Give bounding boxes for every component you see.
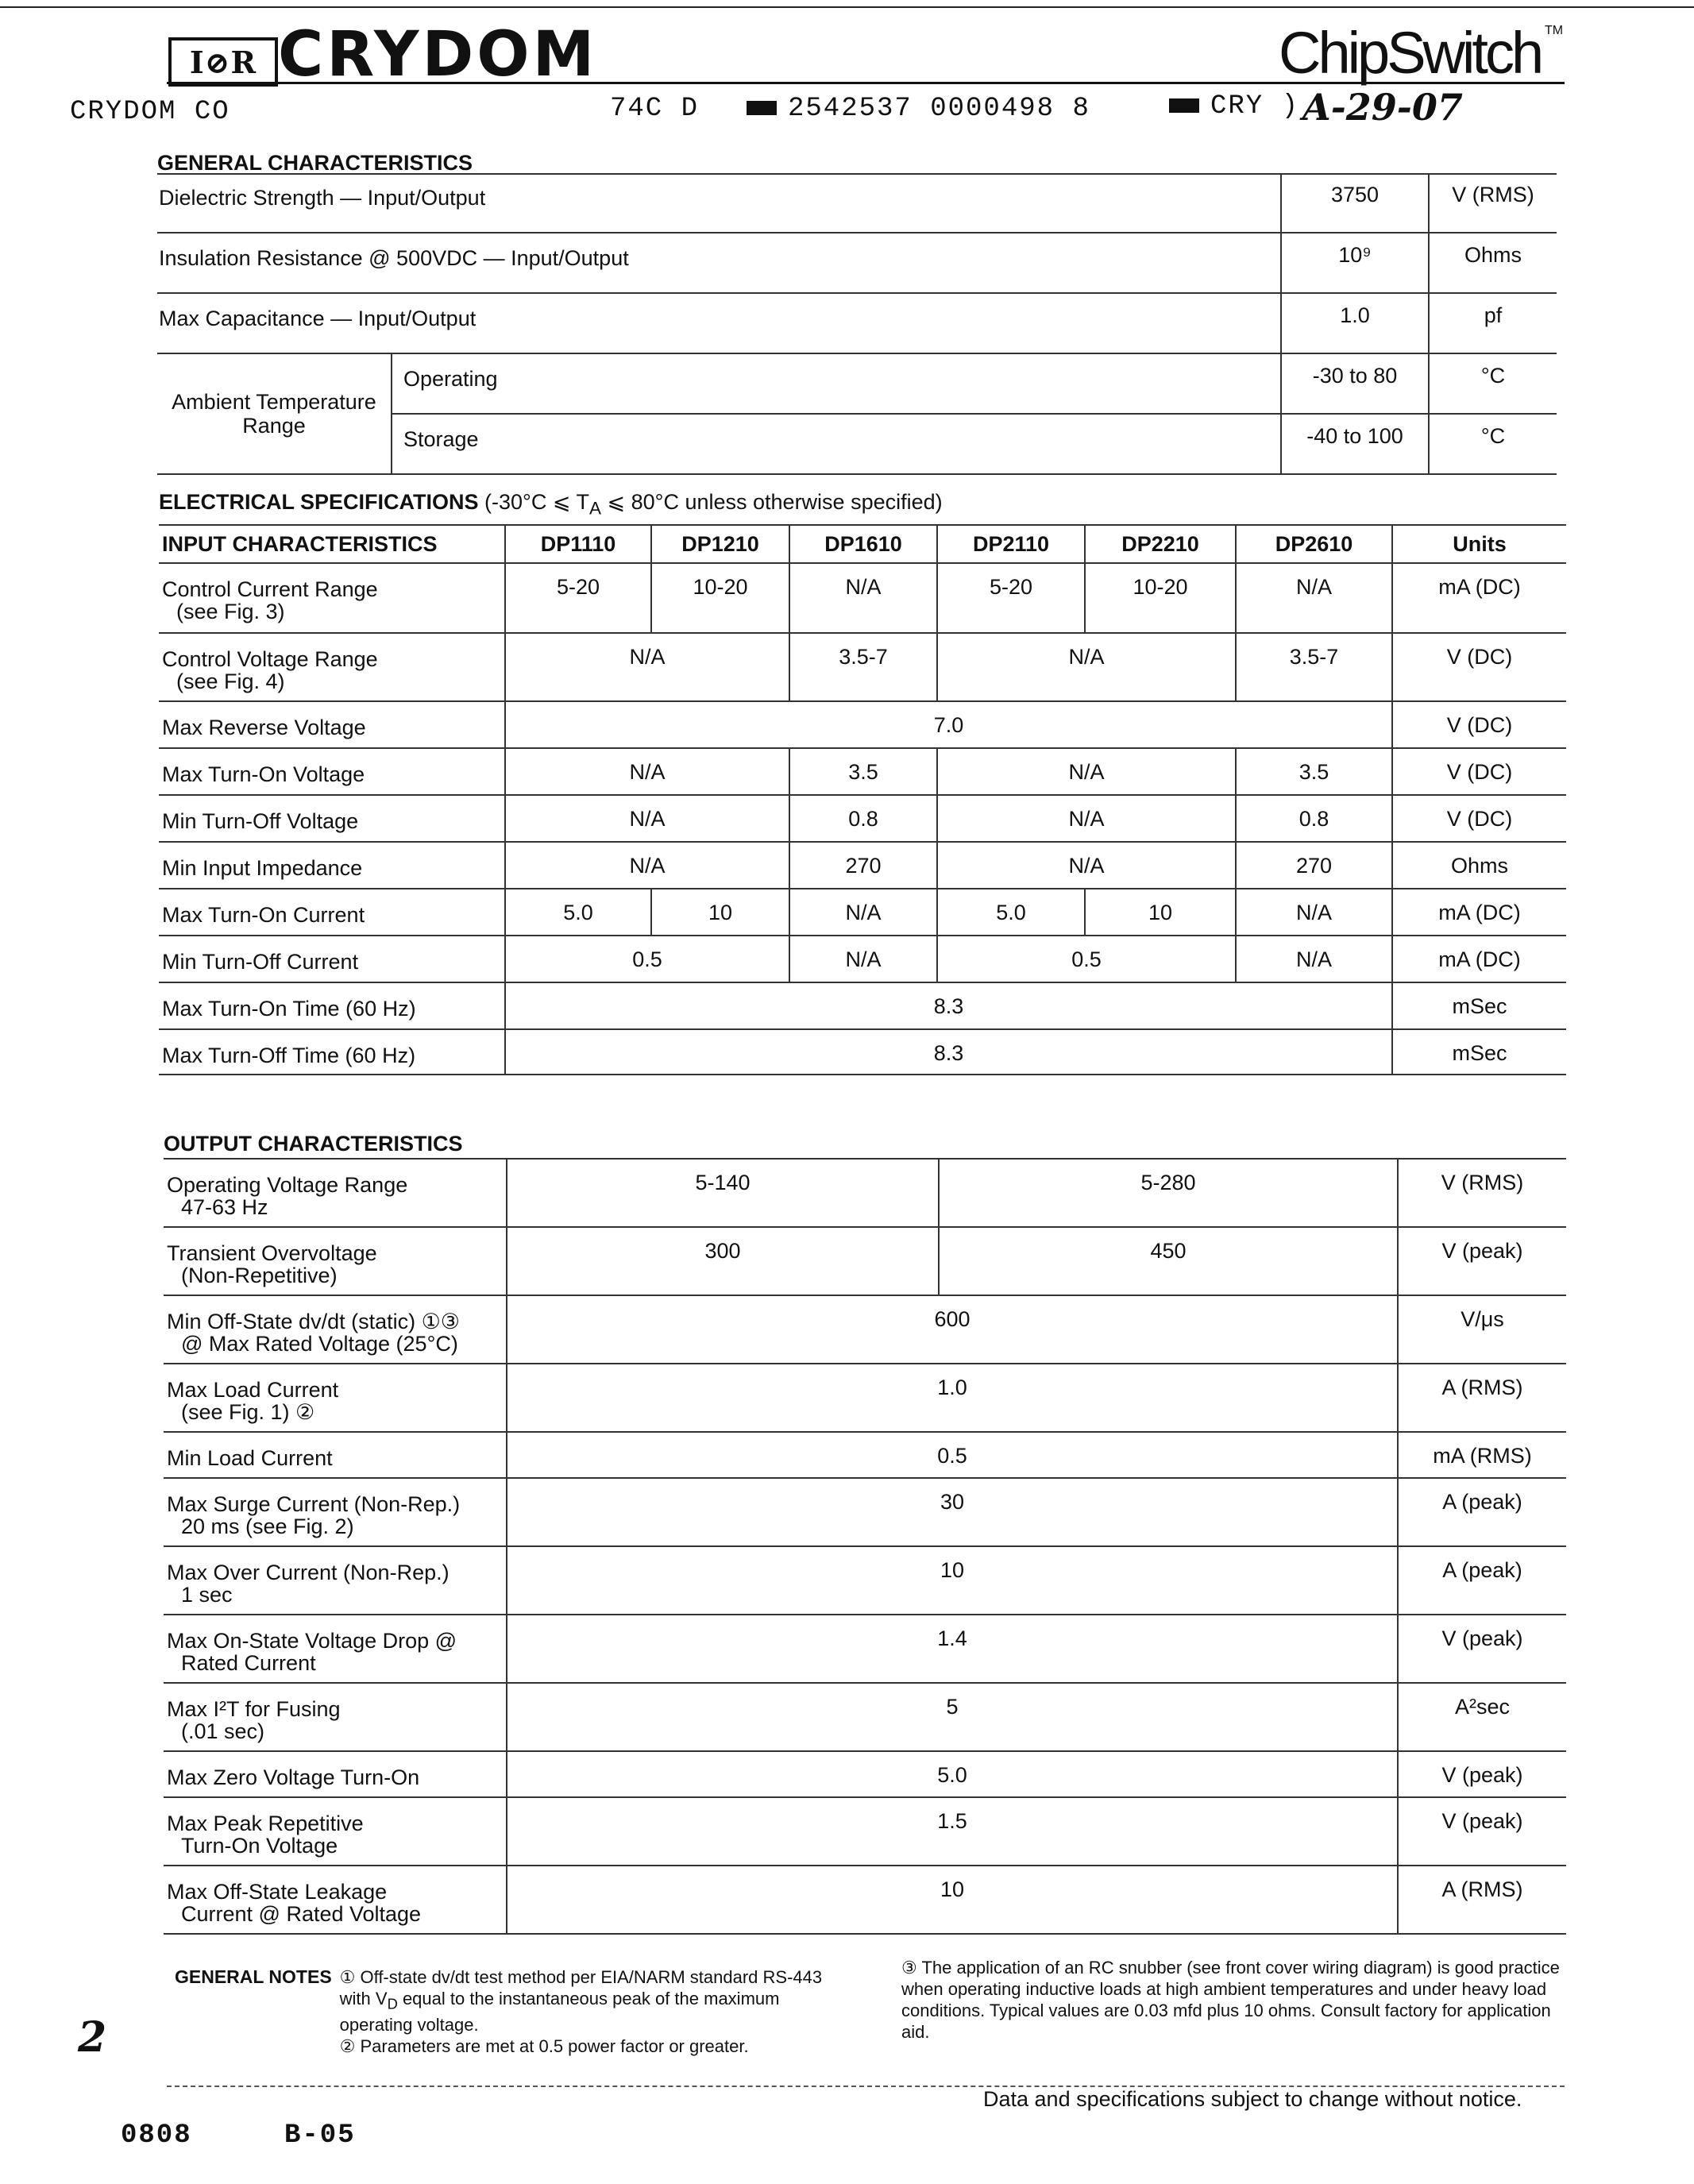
row-label: Min Load Current — [164, 1432, 507, 1478]
row-unit: °C — [1429, 414, 1557, 474]
row-label: Dielectric Strength — Input/Output — [157, 173, 1281, 233]
cell: N/A — [789, 563, 937, 633]
table-row — [159, 701, 1566, 748]
cell: 270 — [789, 842, 937, 889]
cell-unit: A (RMS) — [1398, 1364, 1566, 1432]
product-line: ChipSwitch — [1279, 20, 1542, 86]
table-row — [157, 353, 1557, 414]
row-label: Operating Voltage Range 47-63 Hz — [164, 1159, 507, 1227]
row-label: Max Reverse Voltage — [159, 701, 505, 748]
cell: 5-20 — [937, 563, 1085, 633]
row-value: -40 to 100 — [1281, 414, 1429, 474]
stamp-code: 74C D — [610, 94, 700, 124]
table-row — [164, 1364, 1566, 1432]
cell: 3.5 — [1236, 748, 1392, 795]
cell-unit: V/μs — [1398, 1295, 1566, 1364]
disclaimer: Data and specifications subject to change without notice. — [983, 2087, 1522, 2111]
cell-unit: V (DC) — [1392, 748, 1566, 795]
row-value: 10⁹ — [1281, 233, 1429, 293]
cell-unit: Ohms — [1392, 842, 1566, 889]
cell: 0.5 — [505, 936, 789, 982]
row-label: Max Turn-On Current — [159, 889, 505, 936]
cell-unit: V (RMS) — [1398, 1159, 1566, 1227]
stamp-number: 2542537 0000498 8 — [747, 94, 1090, 124]
table-row — [164, 1227, 1566, 1295]
row-label: Max I²T for Fusing (.01 sec) — [164, 1683, 507, 1751]
row-label: Max Over Current (Non-Rep.) 1 sec — [164, 1546, 507, 1615]
row-value: -30 to 80 — [1281, 353, 1429, 414]
row-label: Max Off-State Leakage Current @ Rated Voltage — [164, 1866, 507, 1934]
cell: 3.5-7 — [789, 633, 937, 701]
cell: 5.0 — [505, 889, 651, 936]
col-dp1210: DP1210 — [651, 525, 789, 563]
cell: 0.5 — [937, 936, 1236, 982]
cell: 8.3 — [505, 982, 1392, 1029]
table-row — [157, 293, 1557, 353]
general-table — [157, 173, 1557, 475]
cell: 5.0 — [937, 889, 1085, 936]
table-row — [164, 1683, 1566, 1751]
table-header — [159, 525, 1566, 563]
cell: 5 — [507, 1683, 1398, 1751]
row-label: Max Peak Repetitive Turn-On Voltage — [164, 1797, 507, 1866]
row-label: Min Turn-Off Voltage — [159, 795, 505, 842]
top-rule — [0, 6, 1694, 8]
row-value: 1.0 — [1281, 293, 1429, 353]
row-unit: pf — [1429, 293, 1557, 353]
table-row — [159, 936, 1566, 982]
table-row — [159, 889, 1566, 936]
cell: N/A — [937, 795, 1236, 842]
note-3: ③ The application of an RC snubber (see front cover wiring diagram) is good practice when operating inductive loads at high ambient temperatures and under heavy load conditions. Typical values are 0.03 mfd plus 10 ohms. Consult factory for application aid. — [901, 1958, 1560, 2042]
table-row — [164, 1432, 1566, 1478]
table-row — [159, 633, 1566, 701]
handwritten-code: A-29-07 — [1302, 86, 1463, 129]
table-row — [164, 1478, 1566, 1546]
cell: 8.3 — [505, 1029, 1392, 1075]
ior-logo: I⊘R — [168, 37, 278, 87]
cell-unit: mA (DC) — [1392, 563, 1566, 633]
cell: N/A — [1236, 889, 1392, 936]
footer-code-right: B-05 — [284, 2120, 356, 2151]
electrical-title: ELECTRICAL SPECIFICATIONS (-30°C ⩽ $T_A$ ⩽ 80°C unless otherwise specified) — [159, 490, 943, 519]
cell-unit: mSec — [1392, 982, 1566, 1029]
row-label: Max On-State Voltage Drop @ Rated Current — [164, 1615, 507, 1683]
cell: 5-140 — [507, 1159, 939, 1227]
col-dp2110: DP2110 — [937, 525, 1085, 563]
table-row — [159, 795, 1566, 842]
table-row — [159, 982, 1566, 1029]
cell-unit: A²sec — [1398, 1683, 1566, 1751]
margin-mark: 2 — [78, 2013, 107, 2062]
cell: 5-20 — [505, 563, 651, 633]
row-label: Max Zero Voltage Turn-On — [164, 1751, 507, 1797]
cell: 270 — [1236, 842, 1392, 889]
cell: 5.0 — [507, 1751, 1398, 1797]
row-unit: V (RMS) — [1429, 173, 1557, 233]
table-row — [159, 563, 1566, 633]
cell-unit: V (DC) — [1392, 701, 1566, 748]
cell: N/A — [937, 748, 1236, 795]
cell: 0.5 — [507, 1432, 1398, 1478]
row-label: Control Voltage Range (see Fig. 4) — [159, 633, 505, 701]
cell-unit: mA (RMS) — [1398, 1432, 1566, 1478]
cell-unit: A (RMS) — [1398, 1866, 1566, 1934]
table-row — [164, 1546, 1566, 1615]
col-dp2210: DP2210 — [1085, 525, 1236, 563]
row-label: Max Turn-On Time (60 Hz) — [159, 982, 505, 1029]
cell: N/A — [505, 633, 789, 701]
output-title: OUTPUT CHARACTERISTICS — [164, 1132, 463, 1156]
col-dp1610: DP1610 — [789, 525, 937, 563]
cell: N/A — [937, 633, 1236, 701]
table-row — [164, 1797, 1566, 1866]
cell: N/A — [1236, 563, 1392, 633]
note-1: ① Off-state dv/dt test method per EIA/NARM standard RS-443 with $V_D$ equal to the instantaneous peak of the maximum operating voltage. — [339, 1967, 823, 2035]
cell: 10 — [1085, 889, 1236, 936]
cell: 0.8 — [1236, 795, 1392, 842]
redaction-block — [1169, 98, 1199, 113]
cell: 3.5-7 — [1236, 633, 1392, 701]
cell-unit: mA (DC) — [1392, 889, 1566, 936]
trademark: TM — [1545, 24, 1564, 37]
row-label: Max Capacitance — Input/Output — [157, 293, 1281, 353]
row-label: Transient Overvoltage (Non-Repetitive) — [164, 1227, 507, 1295]
cell: 1.4 — [507, 1615, 1398, 1683]
brand-name: CRYDOM — [278, 19, 598, 91]
table-row — [164, 1615, 1566, 1683]
cell: N/A — [937, 842, 1236, 889]
row-label: Operating — [392, 353, 1281, 414]
row-label: Min Turn-Off Current — [159, 936, 505, 982]
row-label: Min Input Impedance — [159, 842, 505, 889]
row-label: Max Surge Current (Non-Rep.) 20 ms (see Fig. 2) — [164, 1478, 507, 1546]
cell: 10 — [651, 889, 789, 936]
table-row — [164, 1295, 1566, 1364]
table-row — [159, 842, 1566, 889]
row-label: Max Load Current (see Fig. 1) ② — [164, 1364, 507, 1432]
cell: 10-20 — [1085, 563, 1236, 633]
cell-unit: mSec — [1392, 1029, 1566, 1075]
cell: 600 — [507, 1295, 1398, 1364]
cell-unit: A (peak) — [1398, 1478, 1566, 1546]
cell-unit: mA (DC) — [1392, 936, 1566, 982]
cell: 450 — [939, 1227, 1398, 1295]
col-units: Units — [1392, 525, 1566, 563]
header-rule — [167, 82, 1565, 84]
note-2: ② Parameters are met at 0.5 power factor or greater. — [339, 2036, 749, 2057]
cell: 1.0 — [507, 1364, 1398, 1432]
cell: N/A — [789, 889, 937, 936]
cell: 7.0 — [505, 701, 1392, 748]
table-row — [157, 173, 1557, 233]
cell: 30 — [507, 1478, 1398, 1546]
table-row — [159, 748, 1566, 795]
redaction-block — [747, 101, 777, 115]
col-dp1110: DP1110 — [505, 525, 651, 563]
cell-unit: V (peak) — [1398, 1227, 1566, 1295]
cell-unit: V (peak) — [1398, 1615, 1566, 1683]
row-label: Insulation Resistance @ 500VDC — Input/Output — [157, 233, 1281, 293]
input-table — [159, 524, 1566, 1075]
row-label: Min Off-State dv/dt (static) ①③ @ Max Rated Voltage (25°C) — [164, 1295, 507, 1364]
cell: 0.8 — [789, 795, 937, 842]
cell-unit: A (peak) — [1398, 1546, 1566, 1615]
table-row — [164, 1751, 1566, 1797]
general-title: GENERAL CHARACTERISTICS — [157, 151, 473, 175]
cell: N/A — [789, 936, 937, 982]
table-row — [164, 1866, 1566, 1934]
table-row — [159, 1029, 1566, 1075]
cell: 300 — [507, 1227, 939, 1295]
cell: 10-20 — [651, 563, 789, 633]
col-dp2610: DP2610 — [1236, 525, 1392, 563]
output-table — [164, 1158, 1566, 1935]
row-unit: Ohms — [1429, 233, 1557, 293]
cell: 3.5 — [789, 748, 937, 795]
cell: 10 — [507, 1546, 1398, 1615]
stamp-cry: CRY ) — [1169, 91, 1299, 122]
table-row — [164, 1159, 1566, 1227]
footer-code-left: 0808 — [121, 2120, 192, 2151]
stamp-company: CRYDOM CO — [70, 97, 230, 127]
cell-unit: V (peak) — [1398, 1797, 1566, 1866]
row-label: Max Turn-Off Time (60 Hz) — [159, 1029, 505, 1075]
cell: N/A — [1236, 936, 1392, 982]
row-label: Control Current Range (see Fig. 3) — [159, 563, 505, 633]
cell: 1.5 — [507, 1797, 1398, 1866]
row-label: Max Turn-On Voltage — [159, 748, 505, 795]
temp-range-label: Ambient Temperature Range — [157, 353, 392, 474]
row-unit: °C — [1429, 353, 1557, 414]
cell: N/A — [505, 842, 789, 889]
row-label: Storage — [392, 414, 1281, 474]
cell: N/A — [505, 748, 789, 795]
row-value: 3750 — [1281, 173, 1429, 233]
general-notes-left — [175, 1966, 826, 2057]
cell: N/A — [505, 795, 789, 842]
table-row — [157, 233, 1557, 293]
cell-unit: V (DC) — [1392, 633, 1566, 701]
input-header: INPUT CHARACTERISTICS — [159, 525, 505, 563]
cell: 5-280 — [939, 1159, 1398, 1227]
notes-title: GENERAL NOTES — [175, 1966, 332, 1987]
cell-unit: V (DC) — [1392, 795, 1566, 842]
cell-unit: V (peak) — [1398, 1751, 1566, 1797]
cell: 10 — [507, 1866, 1398, 1934]
